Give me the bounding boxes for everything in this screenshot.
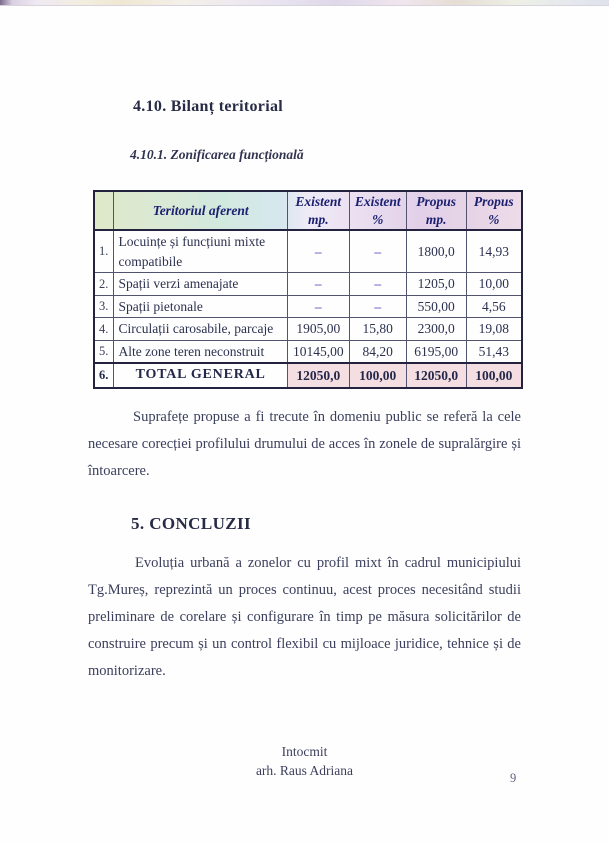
col-header-index — [94, 191, 114, 230]
subsection-heading: 4.10.1. Zonificarea funcțională — [130, 147, 304, 162]
table-row: 4. Circulații carosabile, parcaje 1905,00 15,80 2300,0 19,08 — [94, 318, 522, 341]
page-number: 9 — [510, 771, 517, 785]
table-header-row — [94, 191, 522, 230]
table-row: 1. Locuințe și funcțiuni mixte compatibile – – 1800,0 14,93 — [94, 230, 522, 273]
section-heading: 4.10. Bilanț teritorial — [133, 98, 283, 115]
table-row: 2. Spații verzi amenajate – – 1205,0 10,00 — [94, 273, 522, 296]
table-row: 5. Alte zone teren neconstruit 10145,00 84,20 6195,00 51,43 — [94, 340, 522, 363]
col-header-territory: Teritoriul aferent — [114, 191, 287, 230]
signature-block — [88, 742, 521, 780]
scan-edge-artifact — [0, 0, 609, 6]
page-content — [0, 98, 609, 780]
col-header-existent-pct: Existent % — [349, 191, 406, 230]
signature-name: arh. Raus Adriana — [255, 762, 354, 778]
table-row: 3. Spații pietonale – – 550,00 4,56 — [94, 295, 522, 318]
col-header-propus-mp: Propus mp. — [406, 191, 466, 230]
col-header-propus-pct: Propus % — [466, 191, 522, 230]
conclusions-heading: 5. CONCLUZII — [131, 513, 252, 533]
territorial-balance-table — [93, 190, 523, 389]
conclusions-paragraph: Evoluția urbană a zonelor cu profil mixt în cadrul municipiului Tg.Mureș, reprezintă un proces continuu, acest proces necesitând studii preliminare de corelare și configurare în timp pe măsura solicitărilor de construire precum și un control flexibil cu mijloace juridice, tehnice și de monitorizare. — [88, 554, 521, 679]
col-header-existent-mp: Existent mp. — [287, 191, 349, 230]
signature-role: Intocmit — [281, 743, 328, 759]
paragraph-after-table: Suprafețe propuse a fi trecute în domeniu public se referă la cele necesare corecției profilului drumului de acces în zonele de supralărgire și întoarcere. — [88, 408, 521, 479]
table-total-row: 6. TOTAL GENERAL 12050,0 100,00 12050,0 100,00 — [94, 363, 522, 387]
